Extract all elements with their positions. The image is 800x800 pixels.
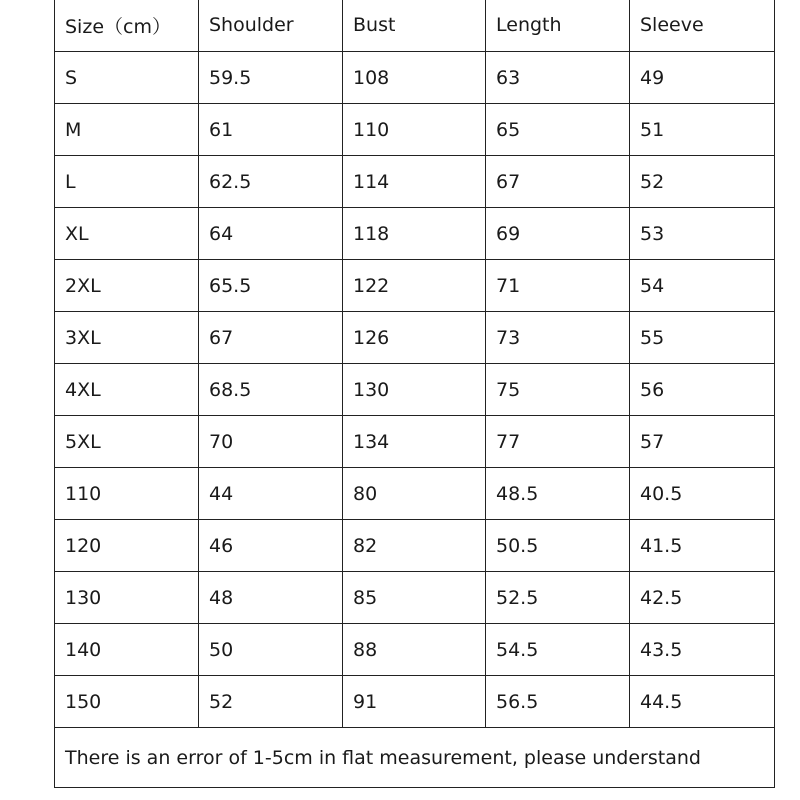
cell-size: 3XL <box>55 312 199 364</box>
cell-shoulder: 48 <box>199 572 343 624</box>
table-header-row <box>55 0 775 52</box>
cell-bust: 122 <box>343 260 486 312</box>
header-shoulder: Shoulder <box>199 0 343 52</box>
cell-sleeve: 53 <box>630 208 775 260</box>
cell-shoulder: 52 <box>199 676 343 728</box>
cell-bust: 85 <box>343 572 486 624</box>
cell-bust: 134 <box>343 416 486 468</box>
cell-length: 71 <box>486 260 630 312</box>
cell-sleeve: 41.5 <box>630 520 775 572</box>
cell-bust: 80 <box>343 468 486 520</box>
cell-shoulder: 59.5 <box>199 52 343 104</box>
cell-sleeve: 56 <box>630 364 775 416</box>
measurement-note: There is an error of 1-5cm in flat measurement, please understand <box>55 728 775 788</box>
cell-bust: 91 <box>343 676 486 728</box>
cell-bust: 118 <box>343 208 486 260</box>
cell-size: 140 <box>55 624 199 676</box>
cell-length: 56.5 <box>486 676 630 728</box>
cell-length: 48.5 <box>486 468 630 520</box>
cell-length: 52.5 <box>486 572 630 624</box>
header-sleeve: Sleeve <box>630 0 775 52</box>
cell-shoulder: 46 <box>199 520 343 572</box>
header-length: Length <box>486 0 630 52</box>
table-row <box>55 52 775 104</box>
cell-bust: 108 <box>343 52 486 104</box>
cell-length: 65 <box>486 104 630 156</box>
cell-sleeve: 52 <box>630 156 775 208</box>
table-row <box>55 364 775 416</box>
cell-size: XL <box>55 208 199 260</box>
cell-bust: 110 <box>343 104 486 156</box>
cell-sleeve: 44.5 <box>630 676 775 728</box>
cell-length: 67 <box>486 156 630 208</box>
cell-size: S <box>55 52 199 104</box>
header-bust: Bust <box>343 0 486 52</box>
table-row <box>55 520 775 572</box>
cell-bust: 126 <box>343 312 486 364</box>
cell-size: 110 <box>55 468 199 520</box>
note-row <box>55 728 775 788</box>
cell-sleeve: 49 <box>630 52 775 104</box>
cell-length: 73 <box>486 312 630 364</box>
cell-sleeve: 42.5 <box>630 572 775 624</box>
cell-size: 120 <box>55 520 199 572</box>
cell-size: 130 <box>55 572 199 624</box>
cell-bust: 114 <box>343 156 486 208</box>
cell-shoulder: 61 <box>199 104 343 156</box>
cell-length: 63 <box>486 52 630 104</box>
cell-size: L <box>55 156 199 208</box>
cell-length: 77 <box>486 416 630 468</box>
cell-shoulder: 44 <box>199 468 343 520</box>
cell-sleeve: 55 <box>630 312 775 364</box>
table-row <box>55 104 775 156</box>
table-row <box>55 624 775 676</box>
cell-sleeve: 51 <box>630 104 775 156</box>
cell-shoulder: 70 <box>199 416 343 468</box>
table-row <box>55 208 775 260</box>
cell-shoulder: 50 <box>199 624 343 676</box>
cell-shoulder: 62.5 <box>199 156 343 208</box>
cell-bust: 130 <box>343 364 486 416</box>
cell-sleeve: 43.5 <box>630 624 775 676</box>
cell-size: 5XL <box>55 416 199 468</box>
table-row <box>55 676 775 728</box>
cell-bust: 88 <box>343 624 486 676</box>
cell-sleeve: 57 <box>630 416 775 468</box>
cell-bust: 82 <box>343 520 486 572</box>
cell-length: 50.5 <box>486 520 630 572</box>
cell-size: 2XL <box>55 260 199 312</box>
cell-length: 54.5 <box>486 624 630 676</box>
cell-size: 4XL <box>55 364 199 416</box>
table-row <box>55 156 775 208</box>
cell-shoulder: 65.5 <box>199 260 343 312</box>
cell-shoulder: 64 <box>199 208 343 260</box>
table-row <box>55 468 775 520</box>
header-size: Size（cm） <box>55 0 199 52</box>
size-chart-table <box>54 0 775 788</box>
table-row <box>55 572 775 624</box>
cell-shoulder: 68.5 <box>199 364 343 416</box>
cell-length: 75 <box>486 364 630 416</box>
cell-shoulder: 67 <box>199 312 343 364</box>
table-row <box>55 312 775 364</box>
cell-size: 150 <box>55 676 199 728</box>
cell-sleeve: 40.5 <box>630 468 775 520</box>
cell-length: 69 <box>486 208 630 260</box>
table-row <box>55 416 775 468</box>
cell-sleeve: 54 <box>630 260 775 312</box>
table-row <box>55 260 775 312</box>
table-body <box>55 52 775 728</box>
cell-size: M <box>55 104 199 156</box>
